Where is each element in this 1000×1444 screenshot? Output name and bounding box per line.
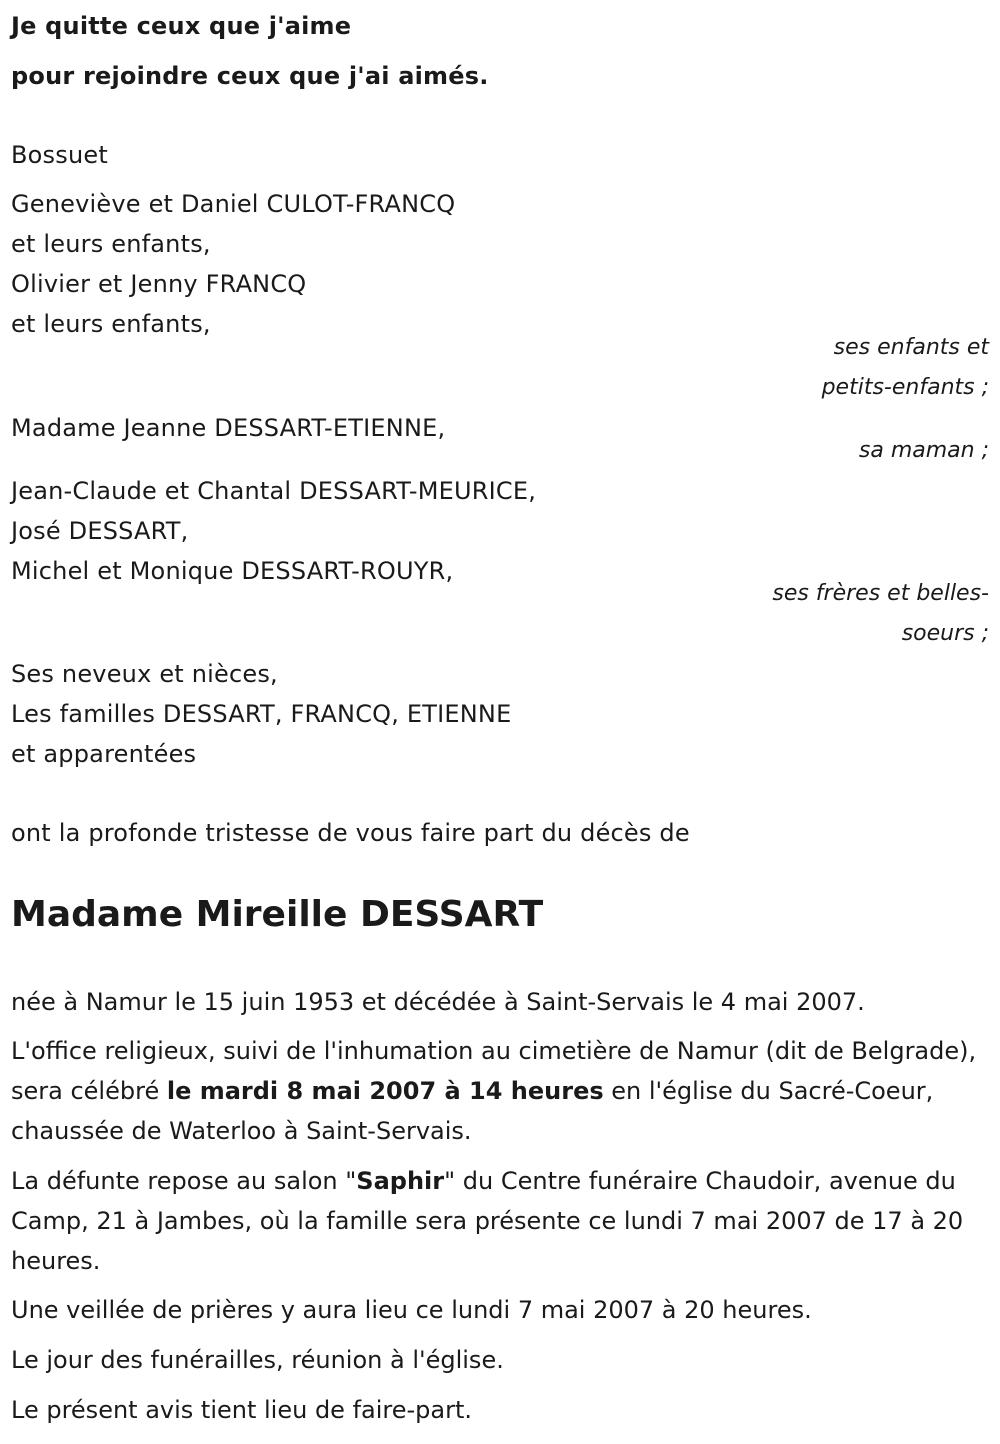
family-children-line: Olivier et Jenny FRANCQ xyxy=(11,270,307,298)
children-role-line: ses enfants et xyxy=(833,335,989,360)
notice-text: Le présent avis tient lieu de faire-part. xyxy=(11,1396,473,1424)
quote-author: Bossuet xyxy=(11,141,108,169)
service-text: L'office religieux, suivi de l'inhumation au cimetière de Namur (dit de Belgrade), sera célébré xyxy=(11,1037,977,1105)
deceased-name: Madame Mireille DESSART xyxy=(11,894,544,935)
meeting-text: Le jour des funérailles, réunion à l'église. xyxy=(11,1346,504,1374)
service-text: en l'église du Sacré-Coeur, chaussée de Waterloo à Saint-Servais. xyxy=(11,1077,934,1145)
quote-line-2: pour rejoindre ceux que j'ai aimés. xyxy=(11,62,489,90)
children-role-line: petits-enfants ; xyxy=(821,375,989,400)
sibling-line: Jean-Claude et Chantal DESSART-MEURICE, xyxy=(11,477,537,505)
service-paragraph xyxy=(11,1031,986,1151)
sibling-line: José DESSART, xyxy=(11,517,189,545)
other-relatives-line: Les familles DESSART, FRANCQ, ETIENNE xyxy=(11,700,512,728)
rest-paragraph xyxy=(11,1161,986,1281)
salon-name: Saphir xyxy=(356,1167,445,1195)
sibling-line: Michel et Monique DESSART-ROUYR, xyxy=(11,557,454,585)
announcement-text: ont la profonde tristesse de vous faire part du décès de xyxy=(11,819,690,847)
family-children-line: et leurs enfants, xyxy=(11,310,211,338)
siblings-role-line: ses frères et belles- xyxy=(772,581,989,606)
mother-role: sa maman ; xyxy=(858,438,989,463)
family-children-line: et leurs enfants, xyxy=(11,230,211,258)
service-date: le mardi 8 mai 2007 à 14 heures xyxy=(166,1077,604,1105)
rest-text: La défunte repose au salon " xyxy=(11,1167,357,1195)
other-relatives-line: Ses neveux et nièces, xyxy=(11,660,278,688)
quote-line-1: Je quitte ceux que j'aime xyxy=(11,12,352,40)
vigil-text: Une veillée de prières y aura lieu ce lundi 7 mai 2007 à 20 heures. xyxy=(11,1296,812,1324)
rest-text: " du Centre funéraire Chaudoir, avenue du Camp, 21 à Jambes, où la famille sera présente ce lundi 7 mai 2007 de 17 à 20 heures. xyxy=(11,1167,964,1275)
siblings-role-line: soeurs ; xyxy=(901,621,989,646)
other-relatives-line: et apparentées xyxy=(11,740,197,768)
family-children-line: Geneviève et Daniel CULOT-FRANCQ xyxy=(11,190,456,218)
mother-name: Madame Jeanne DESSART-ETIENNE, xyxy=(11,414,446,442)
birth-death-text: née à Namur le 15 juin 1953 et décédée à Saint-Servais le 4 mai 2007. xyxy=(11,988,865,1016)
